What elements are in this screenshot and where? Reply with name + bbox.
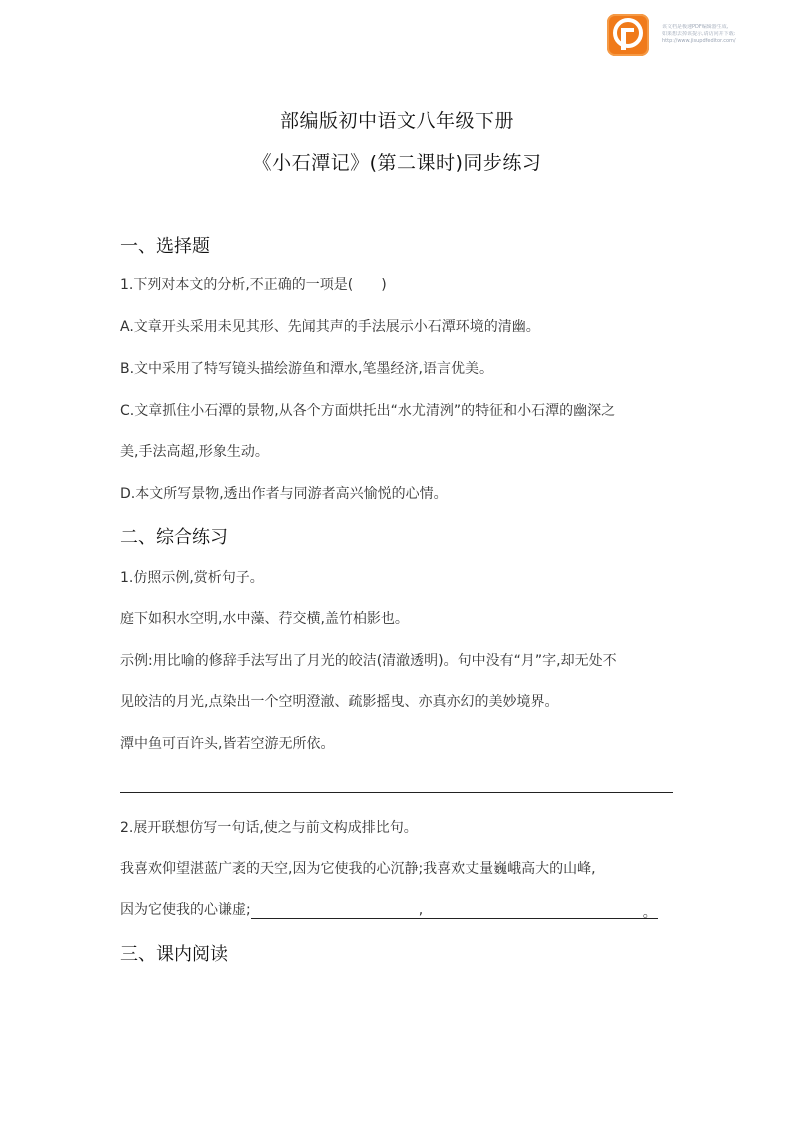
fill-blank-1[interactable] — [251, 902, 419, 919]
document-subtitle: 《小石潭记》(第二课时)同步练习 — [252, 152, 542, 174]
option-c-line-2: 美,手法高超,形象生动。 — [120, 444, 269, 460]
option-b: B.文中采用了特写镜头描绘游鱼和潭水,笔墨经济,语言优美。 — [120, 361, 493, 377]
sentence-end: 。 — [643, 902, 658, 919]
section-heading-choice: 一、选择题 — [120, 236, 210, 257]
example-analysis-line-1: 示例:用比喻的修辞手法写出了月光的皎洁(清澈透明)。句中没有“月”字,却无处不 — [120, 653, 617, 669]
pdf-logo — [607, 14, 649, 56]
option-c-line-1: C.文章抓住小石潭的景物,从各个方面烘托出“水尤清洌”的特征和小石潭的幽深之 — [120, 403, 616, 419]
section-heading-reading: 三、课内阅读 — [120, 944, 228, 965]
question-1: 1.下列对本文的分析,不正确的一项是( ) — [120, 277, 387, 293]
practice-question-1: 1.仿照示例,赏析句子。 — [120, 570, 264, 586]
task-sentence: 潭中鱼可百许头,皆若空游无所依。 — [120, 736, 335, 752]
document-title: 部编版初中语文八年级下册 — [279, 110, 514, 132]
parallel-sentence-line-1: 我喜欢仰望湛蓝广袤的天空,因为它使我的心沉静;我喜欢丈量巍峨高大的山峰, — [120, 861, 596, 877]
example-sentence: 庭下如积水空明,水中藻、荇交横,盖竹柏影也。 — [120, 611, 409, 627]
example-analysis-line-2: 见皎洁的月光,点染出一个空明澄澈、疏影摇曳、亦真亦幻的美妙境界。 — [120, 694, 559, 710]
option-d: D.本文所写景物,透出作者与同游者高兴愉悦的心情。 — [120, 486, 448, 502]
answer-line[interactable] — [120, 792, 673, 793]
section-heading-practice: 二、综合练习 — [120, 527, 228, 548]
watermark-line: 如果想去掉该提示,请访问并下载: — [662, 31, 736, 37]
practice-question-2: 2.展开联想仿写一句话,使之与前文构成排比句。 — [120, 820, 418, 836]
option-a: A.文章开头采用未见其形、先闻其声的手法展示小石潭环境的清幽。 — [120, 319, 540, 335]
watermark-line: http://www.jisupdfeditor.com/ — [662, 38, 736, 44]
parallel-sentence-prefix: 因为它使我的心谦虚; — [120, 902, 251, 918]
watermark-line: 该文档是极速PDF编辑器生成, — [662, 24, 729, 30]
fill-blank-2[interactable] — [431, 902, 643, 919]
blank-separator: , — [419, 902, 431, 919]
watermark-text — [662, 24, 790, 45]
pdf-p-icon — [607, 14, 649, 56]
parallel-sentence-line-2 — [120, 899, 680, 919]
